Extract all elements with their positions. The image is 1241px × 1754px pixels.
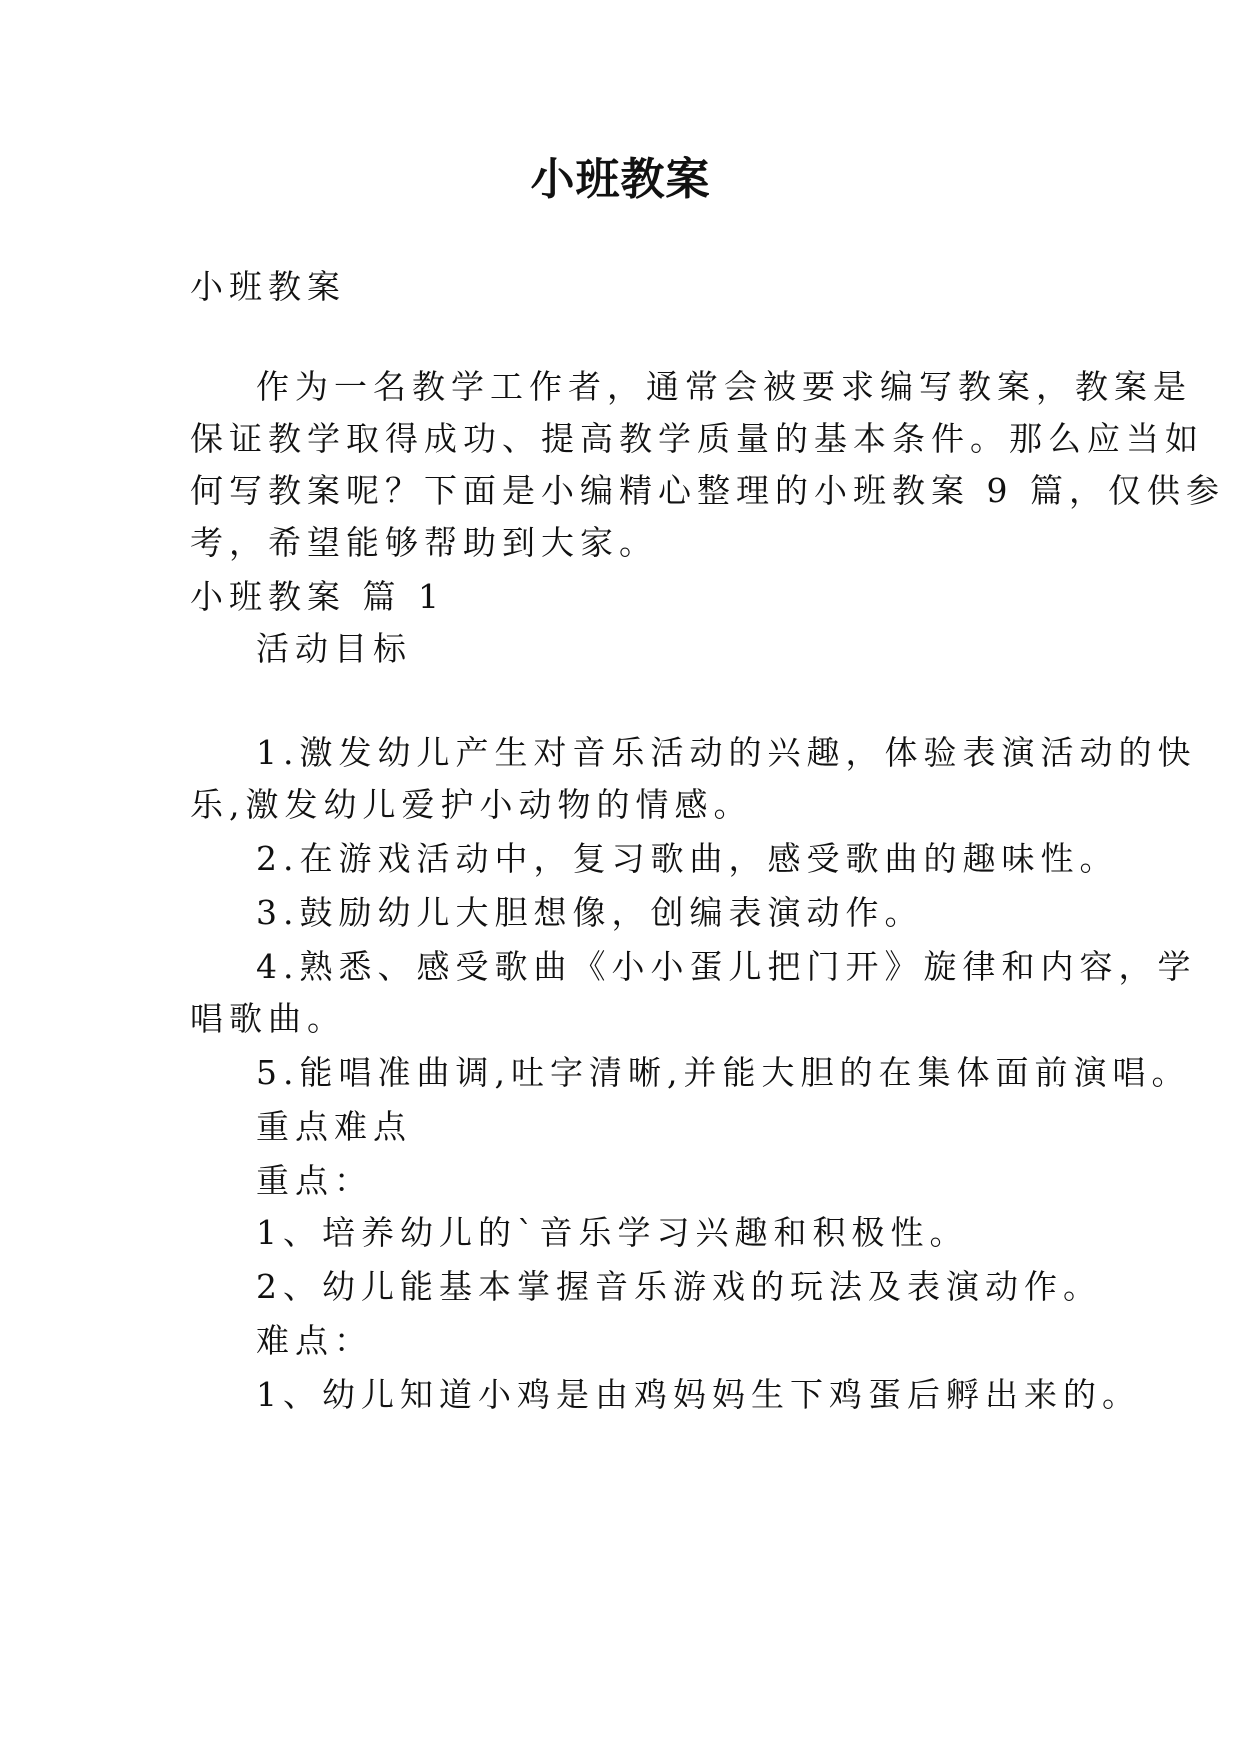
key-heading: 重点难点: [256, 1107, 412, 1146]
key-label: 重点：: [256, 1161, 373, 1200]
goal-line-2: 乐,激发幼儿爱护小动物的情感。: [190, 785, 753, 824]
goal-line-1: 1.激发幼儿产生对音乐活动的兴趣，体验表演活动的快: [256, 733, 1197, 772]
difficulty-label: 难点：: [256, 1321, 373, 1360]
intro-line-2: 保证教学取得成功、提高教学质量的基本条件。那么应当如: [190, 419, 1204, 458]
goal-line-5: 4.熟悉、感受歌曲《小小蛋儿把门开》旋律和内容，学: [256, 947, 1197, 986]
document-subtitle: 小班教案: [190, 267, 346, 306]
key-point-1: 1、培养幼儿的`音乐学习兴趣和积极性。: [256, 1213, 969, 1252]
goal-line-6: 唱歌曲。: [190, 999, 346, 1038]
goal-line-4: 3.鼓励幼儿大胆想像，创编表演动作。: [256, 893, 924, 932]
document-title: 小班教案: [530, 154, 711, 205]
intro-line-3: 何写教案呢？下面是小编精心整理的小班教案 9 篇，仅供参: [190, 471, 1225, 510]
difficulty-point-1: 1、幼儿知道小鸡是由鸡妈妈生下鸡蛋后孵出来的。: [256, 1375, 1141, 1414]
goals-heading: 活动目标: [256, 629, 412, 668]
intro-line-1: 作为一名教学工作者，通常会被要求编写教案，教案是: [256, 367, 1192, 406]
goal-line-7: 5.能唱准曲调,吐字清晰,并能大胆的在集体面前演唱。: [256, 1053, 1191, 1092]
goal-line-3: 2.在游戏活动中，复习歌曲，感受歌曲的趣味性。: [256, 839, 1119, 878]
section-heading: 小班教案 篇 1: [190, 577, 445, 616]
intro-line-4: 考，希望能够帮助到大家。: [190, 523, 658, 562]
key-point-2: 2、幼儿能基本掌握音乐游戏的玩法及表演动作。: [256, 1267, 1102, 1306]
